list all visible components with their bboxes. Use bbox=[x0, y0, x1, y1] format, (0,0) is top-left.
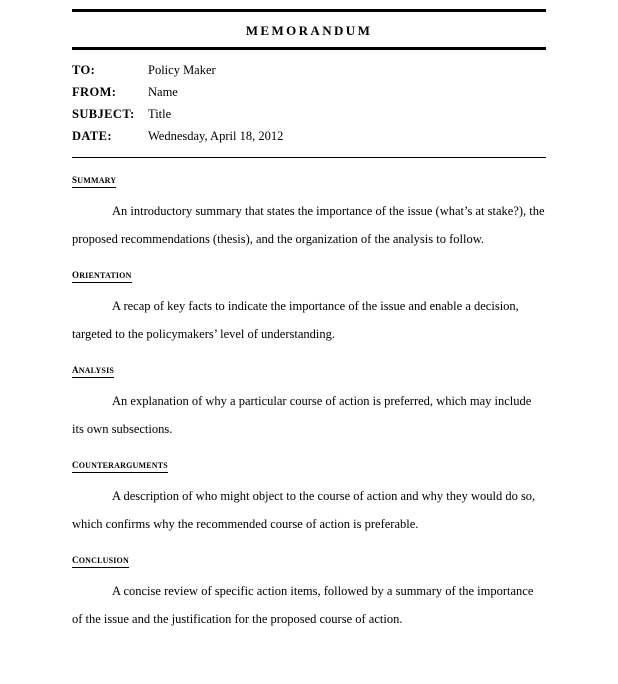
section-heading-conclusion: conclusion bbox=[72, 551, 129, 566]
field-row-to bbox=[72, 60, 546, 82]
section-heading-summary: summary bbox=[72, 171, 117, 186]
section-summary bbox=[72, 170, 546, 253]
section-body-analysis: An explanation of why a particular course of action is preferred, which may include its own subsections. bbox=[72, 394, 532, 436]
section-heading-counterarguments: counterarguments bbox=[72, 456, 168, 471]
section-conclusion bbox=[72, 550, 546, 633]
field-label-to: TO: bbox=[72, 63, 96, 77]
section-heading-analysis: analysis bbox=[72, 361, 115, 376]
field-row-subject bbox=[72, 104, 546, 126]
section-body-counterarguments: A description of who might object to the course of action and why they would do so, which confirms why the recommended course of action is preferable. bbox=[72, 489, 536, 531]
field-label-from: FROM: bbox=[72, 85, 117, 99]
section-heading-orientation: orientation bbox=[72, 266, 132, 281]
memo-page bbox=[0, 9, 618, 684]
field-label-date: DATE: bbox=[72, 129, 112, 143]
page-title: MEMORANDUM bbox=[245, 23, 373, 38]
section-body-orientation: A recap of key facts to indicate the importance of the issue and enable a decision, targeted to the policymakers’ level of understanding. bbox=[72, 299, 519, 341]
field-row-from bbox=[72, 82, 546, 104]
field-value-date: Wednesday, April 18, 2012 bbox=[148, 129, 284, 143]
field-value-subject: Title bbox=[148, 107, 172, 121]
field-row-date bbox=[72, 126, 546, 148]
fields-divider bbox=[72, 157, 546, 158]
memo-header-fields bbox=[72, 60, 546, 148]
field-value-to: Policy Maker bbox=[148, 63, 216, 77]
field-value-from: Name bbox=[148, 85, 178, 99]
section-orientation bbox=[72, 265, 546, 348]
section-counterarguments bbox=[72, 455, 546, 538]
title-divider bbox=[72, 47, 546, 50]
section-analysis bbox=[72, 360, 546, 443]
section-body-summary: An introductory summary that states the importance of the issue (what’s at stake?), the proposed recommendations (thesis), and the organization of the analysis to follow. bbox=[72, 204, 545, 246]
section-body-conclusion: A concise review of specific action items, followed by a summary of the importance of the issue and the justification for the proposed course of action. bbox=[72, 584, 534, 626]
field-label-subject: SUBJECT: bbox=[72, 107, 135, 121]
